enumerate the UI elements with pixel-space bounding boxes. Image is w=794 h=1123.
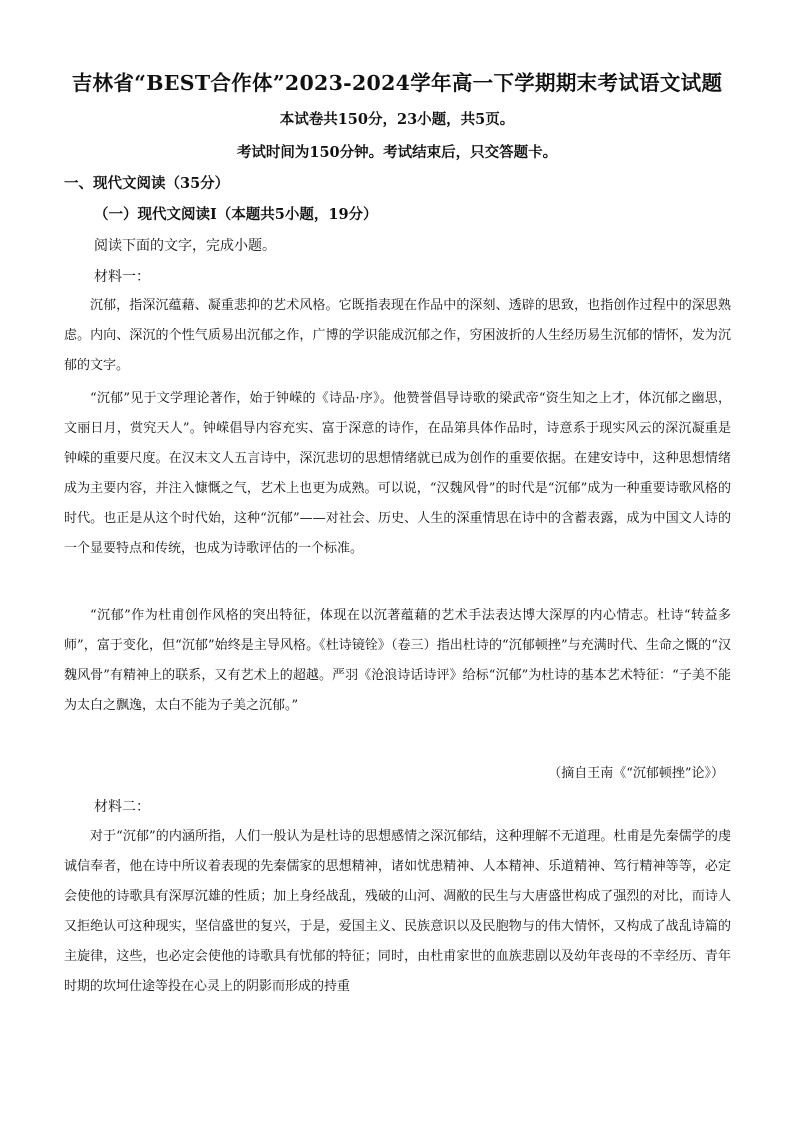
material-one-paragraph-1: 沉郁，指深沉蕴藉、凝重悲抑的艺术风格。它既指表现在作品中的深刻、透辟的思致，也指创作过程中的深思熟虑。内向、深沉的个性气质易出沉郁之作，广博的学识能成沉郁之作，穷困波折的人生经历易生沉郁的情怀，发为沉郁的文字。 — [64, 298, 731, 373]
exam-info-line-1: 本试卷共150分，23小题，共5页。 — [279, 111, 515, 128]
exam-title: 吉林省“BEST合作体”2023-2024学年高一下学期期末考试语文试题 — [71, 71, 723, 95]
material-one-label: 材料一： — [94, 269, 150, 285]
reading-instruction: 阅读下面的文字，完成小题。 — [94, 238, 276, 254]
material-two-paragraph-1: 对于“沉郁”的内涵所指，人们一般认为是杜诗的思想感情之深沉郁结，这种理解不无道理。杜甫是先秦儒学的虔诚信奉者，他在诗中所议着表现的先秦儒家的思想精神，诸如忧患精神、人本精神、乐道精神、笃行精神等等，必定会使他的诗歌具有深厚沉雄的性质；加上身经战乱，残破的山河、凋敝的民生与大唐盛世构成了强烈的对比，而诗人又拒绝认可这种现实，坚信盛世的复兴，于是，爱国主义、民族意识以及民胞物与的伟大情怀，又构成了战乱诗篇的主旋律，这些，也必定会使他的诗歌具有忧郁的特征；同时，由杜甫家世的血族悲剧以及幼年丧母的不幸经历、青年时期的坎坷仕途等投在心灵上的阴影而形成的持重 — [64, 829, 731, 994]
material-one-paragraph-2: “沉郁”见于文学理论著作，始于钟嵘的《诗品·序》。他赞誉倡导诗歌的梁武帝“资生知之上才，体沉郁之幽思，文丽日月，赏究天人”。钟嵘倡导内容充实、富于深意的诗作，在品第具体作品时，诗意系于现实风云的深沉凝重是钟嵘的重要尺度。在汉末文人五言诗中，深沉悲切的思想情绪就已成为创作的重要依据。在建安诗中，这种思想情绪成为主要内容，并注入慷慨之气，艺术上也更为成熟。可以说，“汉魏风骨”的时代是“沉郁”成为一种重要诗歌风格的时代。也正是从这个时代始，这种“沉郁”——对社会、历史、人生的深重情思在诗中的含蓄表露，成为中国文人诗的一个显要特点和传统，也成为诗歌评估的一个标准。 — [64, 391, 731, 556]
section-heading: 一、现代文阅读（35分） — [64, 175, 230, 192]
exam-info-line-2: 考试时间为150分钟。考试结束后，只交答题卡。 — [236, 144, 558, 161]
material-one-paragraph-3: “沉郁”作为杜甫创作风格的突出特征，体现在以沉著蕴藉的艺术手法表达博大深厚的内心情志。杜诗“转益多师”，富于变化，但“沉郁”始终是主导风格。《杜诗镜铨》（卷三）指出杜诗的“沉郁顿挫”与充满时代、生命之慨的“汉魏风骨”有精神上的联系，又有艺术上的超越。严羽《沧浪诗话诗评》给标“沉郁”为杜诗的基本艺术特征：“子美不能为太白之飘逸，太白不能为子美之沉郁。” — [64, 608, 731, 713]
material-one-source: （摘自王南《“沉郁顿挫”论》） — [548, 766, 724, 781]
material-two-label: 材料二： — [94, 799, 150, 815]
subsection-heading: （一）现代文阅读Ⅰ（本题共5小题，19分） — [94, 206, 378, 223]
